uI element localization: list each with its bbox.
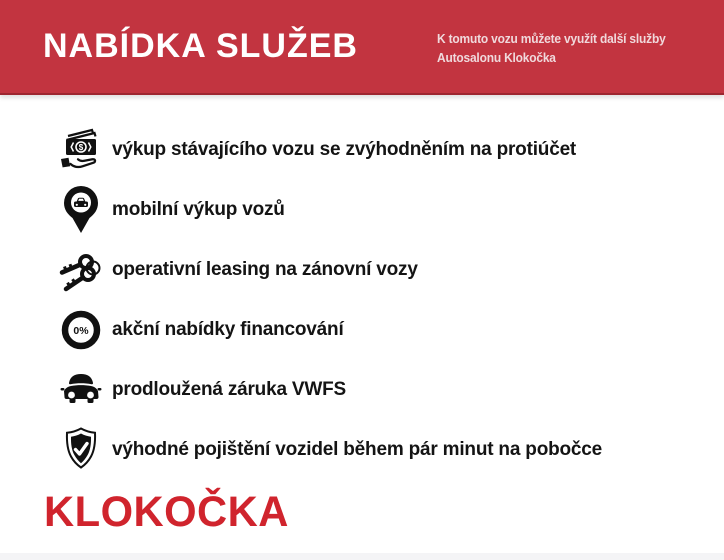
cash-symbol: $ — [78, 143, 84, 152]
service-item-insurance — [0, 420, 724, 480]
service-label: akční nabídky financování — [112, 319, 344, 340]
service-item-warranty — [0, 360, 724, 420]
map-pin-car-icon — [55, 182, 107, 238]
car-keys-icon — [55, 242, 107, 298]
service-label: výhodné pojištění vozidel během pár minut na pobočce — [112, 439, 603, 460]
cash-in-hand-icon — [55, 122, 107, 178]
service-label: prodloužená záruka VWFS — [112, 379, 346, 400]
bottom-strip — [0, 553, 724, 560]
service-label: mobilní výkup vozů — [112, 199, 285, 220]
zero-percent-icon — [55, 302, 107, 358]
shield-check-icon — [55, 422, 107, 478]
service-label: výkup stávajícího vozu se zvýhodněním na protiúčet — [112, 139, 577, 160]
header-band — [0, 0, 724, 95]
header-subtitle — [437, 29, 685, 67]
service-item-mobile-buyout — [0, 180, 724, 240]
page-title: NABÍDKA SLUŽEB — [43, 27, 358, 65]
header-subtitle-line2: Autosalonu Klokočka — [437, 50, 556, 65]
service-item-financing — [0, 300, 724, 360]
services-list — [0, 120, 724, 480]
header-subtitle-line1: K tomuto vozu můžete využít další služby — [437, 31, 666, 46]
service-item-leasing — [0, 240, 724, 300]
service-item-trade-in — [0, 120, 724, 180]
klokocka-logo: KLOKOČKA — [44, 488, 289, 536]
zero-percent-badge: 0% — [73, 324, 89, 337]
service-label: operativní leasing na zánovní vozy — [112, 259, 418, 280]
car-icon — [55, 362, 107, 418]
